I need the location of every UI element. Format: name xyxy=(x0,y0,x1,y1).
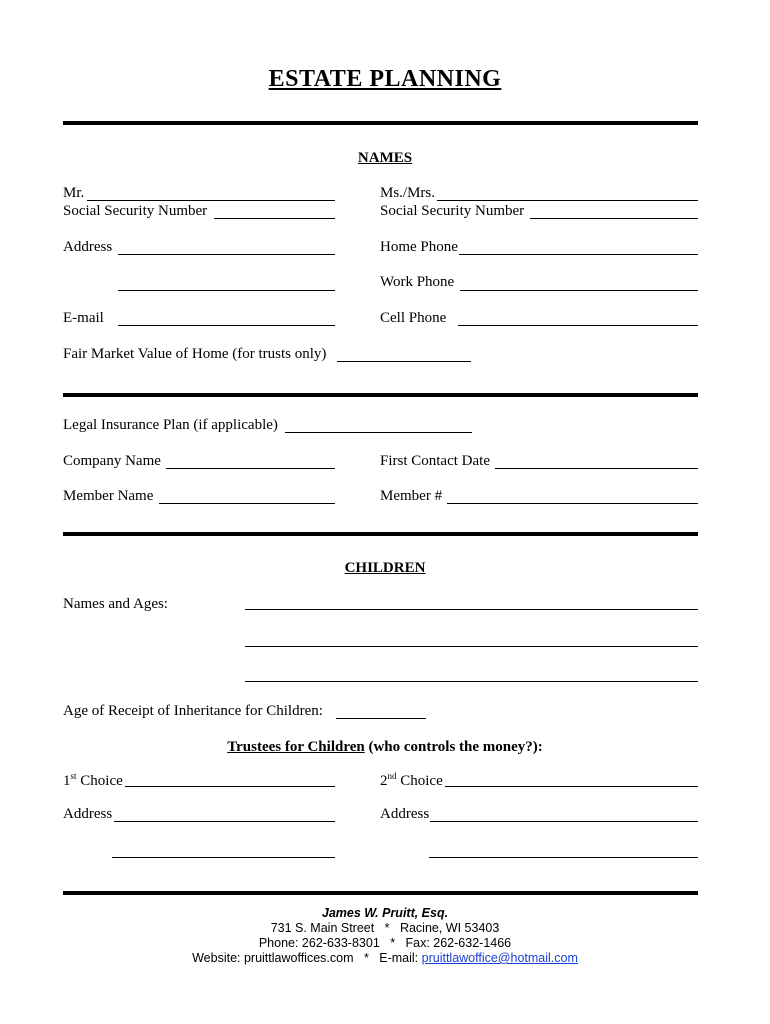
cell-phone-label: Cell Phone xyxy=(380,310,447,326)
footer-street: 731 S. Main Street xyxy=(270,921,375,935)
footer-name: James W. Pruitt, Esq. xyxy=(321,906,449,920)
names-heading: NAMES xyxy=(357,150,413,166)
second-choice-text: Choice xyxy=(400,773,443,789)
trustee-address-left-field[interactable] xyxy=(114,821,335,822)
divider xyxy=(63,393,698,397)
email-field[interactable] xyxy=(118,325,335,326)
member-name-label: Member Name xyxy=(63,488,154,504)
work-phone-field[interactable] xyxy=(460,290,698,291)
footer-phone-row xyxy=(0,936,770,951)
msmrs-label: Ms./Mrs. xyxy=(380,185,436,201)
home-phone-field[interactable] xyxy=(459,254,698,255)
address-label: Address xyxy=(63,239,113,255)
fair-market-label: Fair Market Value of Home (for trusts only) xyxy=(63,346,327,362)
member-number-label: Member # xyxy=(380,488,443,504)
trustee-address-right-field[interactable] xyxy=(430,821,698,822)
address-field[interactable] xyxy=(118,254,335,255)
footer-separator: * xyxy=(390,936,396,950)
trustees-note: (who controls the money?): xyxy=(368,739,543,755)
company-name-field[interactable] xyxy=(166,468,335,469)
trustee-address-right-label: Address xyxy=(380,806,430,822)
footer xyxy=(0,906,770,966)
divider xyxy=(63,891,698,895)
footer-separator: * xyxy=(363,951,369,965)
age-receipt-field[interactable] xyxy=(336,718,426,719)
ssn-right-label: Social Security Number xyxy=(380,203,525,219)
page-title: ESTATE PLANNING xyxy=(268,66,502,92)
member-number-field[interactable] xyxy=(447,503,698,504)
trustees-heading xyxy=(0,739,770,756)
footer-email-label: E-mail: xyxy=(379,951,419,965)
legal-plan-field[interactable] xyxy=(285,432,472,433)
trustee-address-left-label: Address xyxy=(63,806,113,822)
work-phone-label: Work Phone xyxy=(380,274,455,290)
trustee-address-left-line-2[interactable] xyxy=(112,857,335,858)
legal-plan-label: Legal Insurance Plan (if applicable) xyxy=(63,417,278,433)
footer-address-row xyxy=(0,921,770,936)
children-names-line-3[interactable] xyxy=(245,681,698,682)
footer-phone: Phone: 262-633-8301 xyxy=(258,936,380,950)
second-choice-suffix: nd xyxy=(387,771,397,781)
cell-phone-field[interactable] xyxy=(458,325,698,326)
trustee-address-right-line-2[interactable] xyxy=(429,857,698,858)
divider xyxy=(63,532,698,536)
first-contact-field[interactable] xyxy=(495,468,698,469)
footer-city: Racine, WI 53403 xyxy=(399,921,500,935)
member-name-field[interactable] xyxy=(159,503,335,504)
ssn-right-field[interactable] xyxy=(530,218,698,219)
trustees-heading-text: Trustees for Children xyxy=(227,739,365,755)
ssn-left-label: Social Security Number xyxy=(63,203,208,219)
first-choice-number: 1 xyxy=(63,773,71,789)
address-line-2-field[interactable] xyxy=(118,290,335,291)
second-choice-label xyxy=(380,771,443,790)
names-ages-label: Names and Ages: xyxy=(63,596,168,612)
first-choice-suffix: st xyxy=(70,771,77,781)
msmrs-field[interactable] xyxy=(437,200,698,201)
children-heading: CHILDREN xyxy=(344,560,426,576)
mr-label: Mr. xyxy=(63,185,85,201)
first-choice-label xyxy=(63,771,123,790)
footer-separator: * xyxy=(384,921,390,935)
first-choice-text: Choice xyxy=(80,773,123,789)
footer-website: Website: pruittlawoffices.com xyxy=(192,951,354,965)
footer-fax: Fax: 262-632-1466 xyxy=(405,936,512,950)
children-names-line-1[interactable] xyxy=(245,609,698,610)
footer-web-row xyxy=(0,951,770,966)
home-phone-label: Home Phone xyxy=(380,239,458,255)
children-names-line-2[interactable] xyxy=(245,646,698,647)
footer-email-link[interactable]: pruittlawoffice@hotmail.com xyxy=(421,951,578,965)
age-receipt-label: Age of Receipt of Inheritance for Children: xyxy=(63,703,323,719)
first-choice-field[interactable] xyxy=(125,786,335,787)
email-label: E-mail xyxy=(63,310,104,326)
second-choice-number: 2 xyxy=(380,773,388,789)
ssn-left-field[interactable] xyxy=(214,218,335,219)
divider xyxy=(63,121,698,125)
fair-market-field[interactable] xyxy=(337,361,471,362)
company-name-label: Company Name xyxy=(63,453,161,469)
second-choice-field[interactable] xyxy=(445,786,698,787)
mr-field[interactable] xyxy=(87,200,335,201)
first-contact-label: First Contact Date xyxy=(380,453,490,469)
